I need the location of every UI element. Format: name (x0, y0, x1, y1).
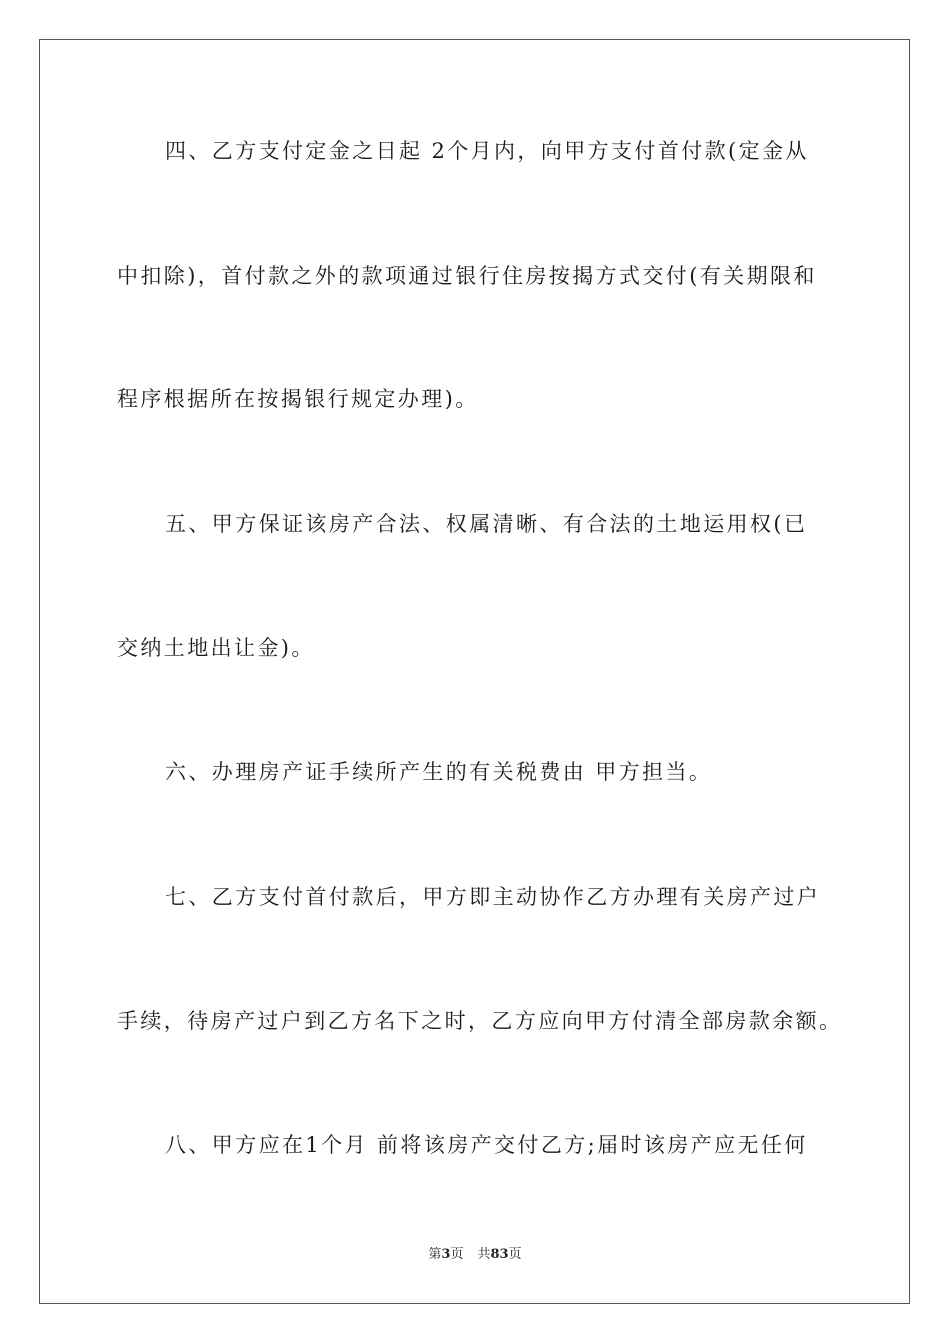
page-footer (0, 1246, 950, 1264)
paragraph-6-line-1: 六、办理房产证手续所产生的有关税费由 甲方担当。 (165, 760, 713, 784)
footer-total-pages: 83 (490, 1247, 509, 1262)
footer-page-number: 3 (441, 1247, 451, 1262)
paragraph-5-line-2: 交纳土地出让金)。 (117, 636, 315, 660)
paragraph-7-line-2: 手续，待房产过户到乙方名下之时，乙方应向甲方付清全部房款余额。 (117, 1009, 843, 1033)
paragraph-8-line-1: 八、甲方应在1个月 前将该房产交付乙方;届时该房产应无任何 (165, 1133, 808, 1157)
paragraph-4-line-1: 四、乙方支付定金之日起 2个月内，向甲方支付首付款(定金从 (165, 139, 809, 163)
footer-prefix: 第 (428, 1247, 442, 1262)
paragraph-4-line-2: 中扣除)，首付款之外的款项通过银行住房按揭方式交付(有关期限和 (117, 264, 817, 288)
paragraph-7-line-1: 七、乙方支付首付款后，甲方即主动协作乙方办理有关房产过户 (165, 885, 821, 909)
footer-page-suffix: 页 (450, 1247, 464, 1262)
paragraph-5-line-1: 五、甲方保证该房产合法、权属清晰、有合法的土地运用权(已 (165, 512, 808, 536)
paragraph-4-line-3: 程序根据所在按揭银行规定办理)。 (117, 387, 479, 411)
page-border (39, 39, 910, 1304)
footer-total-prefix: 共 (477, 1247, 491, 1262)
footer-total-suffix: 页 (508, 1247, 522, 1262)
